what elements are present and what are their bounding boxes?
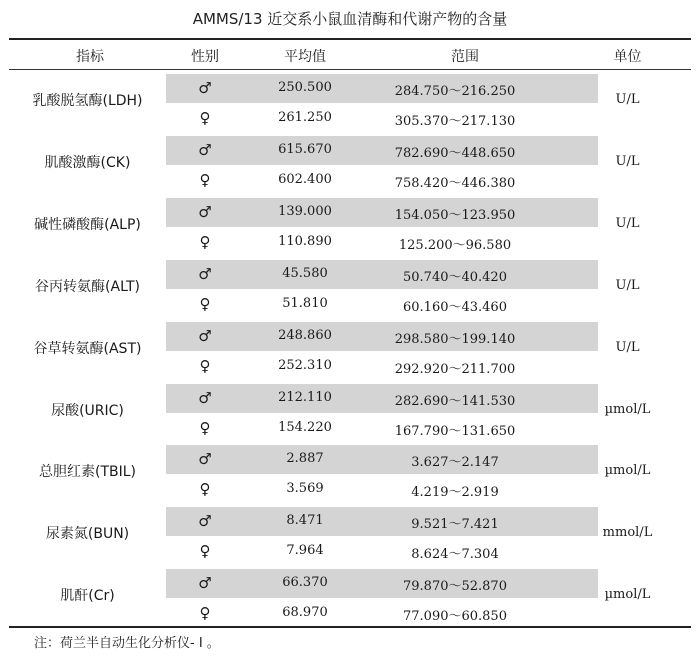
mean-value: 602.400: [278, 171, 332, 187]
bottom-rule: [9, 626, 691, 628]
sex-male-icon: ♂: [198, 79, 212, 97]
table-title: AMMS/13 近交系小鼠血清酶和代谢产物的含量: [192, 10, 508, 28]
unit-value: U/L: [615, 339, 640, 355]
mean-value: 110.890: [278, 233, 332, 249]
mean-value: 261.250: [278, 110, 332, 125]
range-value: 284.750～216.250: [394, 84, 516, 99]
unit-value: U/L: [615, 215, 640, 231]
mean-value: 615.670: [278, 141, 332, 157]
range-value: 782.690～448.650: [394, 145, 516, 161]
unit-value: mmol/L: [602, 525, 653, 541]
mean-value: 68.970: [282, 605, 328, 621]
range-value: 8.624～7.304: [411, 547, 499, 563]
range-value: 77.090～60.850: [403, 609, 507, 625]
mean-value: 3.569: [286, 481, 324, 497]
indicator-name: 乳酸脱氢酶(LDH): [32, 93, 143, 109]
unit-value: µmol/L: [604, 587, 651, 603]
range-value: 305.370～217.130: [394, 114, 516, 129]
sex-male-icon: ♂: [198, 264, 212, 283]
range-value: 298.580～199.140: [394, 331, 516, 347]
sex-male-icon: ♂: [198, 202, 212, 221]
unit-value: µmol/L: [604, 401, 651, 417]
indicator-name: 尿素氮(BUN): [45, 526, 130, 543]
mean-value: 139.000: [278, 203, 332, 219]
mean-value: 212.110: [278, 389, 332, 405]
indicator-name: 肌酸激酶(CK): [44, 154, 131, 171]
range-value: 125.200～96.580: [398, 237, 512, 253]
sex-female-icon: ♀: [199, 604, 211, 623]
range-value: 282.690～141.530: [394, 393, 516, 409]
sex-female-icon: ♀: [199, 542, 211, 561]
indicator-name: 肌酐(Cr): [60, 588, 115, 605]
sex-female-icon: ♀: [199, 480, 211, 499]
sex-male-icon: ♂: [198, 450, 212, 469]
sex-male-icon: ♂: [198, 326, 212, 345]
range-value: 292.920～211.700: [394, 361, 516, 377]
header-mean: 平均值: [284, 49, 326, 65]
mean-value: 51.810: [282, 295, 328, 311]
indicator-name: 谷草转氨酶(AST): [33, 340, 142, 357]
unit-value: U/L: [615, 153, 640, 169]
sex-male-icon: ♂: [198, 512, 212, 531]
mean-value: 252.310: [278, 357, 332, 373]
range-value: 4.219～2.919: [411, 485, 499, 501]
header-rule: [9, 69, 691, 70]
sex-male-icon: ♂: [198, 574, 212, 593]
header-sex: 性别: [191, 49, 219, 65]
sex-female-icon: ♀: [199, 294, 211, 313]
sex-male-icon: ♂: [198, 388, 212, 407]
range-value: 154.050～123.950: [394, 207, 516, 223]
indicator-name: 碱性磷酸酶(ALP): [34, 216, 141, 233]
header-range: 范围: [451, 49, 479, 65]
range-value: 3.627～2.147: [411, 455, 499, 471]
range-value: 167.790～131.650: [394, 423, 516, 439]
mean-value: 7.964: [286, 543, 324, 559]
unit-value: µmol/L: [604, 463, 651, 479]
sex-female-icon: ♀: [199, 170, 211, 189]
sex-female-icon: ♀: [199, 109, 211, 127]
range-value: 79.870～52.870: [403, 579, 507, 595]
range-value: 50.740～40.420: [403, 269, 507, 285]
range-value: 758.420～446.380: [394, 175, 516, 191]
sex-female-icon: ♀: [199, 418, 211, 437]
range-value: 9.521～7.421: [411, 517, 499, 533]
mean-value: 2.887: [286, 451, 324, 467]
mean-value: 66.370: [282, 575, 328, 591]
mean-value: 250.500: [278, 80, 332, 95]
mean-value: 8.471: [286, 513, 324, 529]
indicator-name: 尿酸(URIC): [51, 402, 124, 419]
header-unit: 单位: [613, 49, 642, 65]
unit-value: U/L: [615, 277, 640, 293]
sex-female-icon: ♀: [199, 356, 211, 375]
sex-male-icon: ♂: [198, 140, 212, 159]
mean-value: 248.860: [278, 327, 332, 343]
mean-value: 45.580: [282, 265, 328, 281]
mean-value: 154.220: [278, 419, 332, 435]
range-value: 60.160～43.460: [403, 299, 507, 315]
sex-female-icon: ♀: [199, 232, 211, 251]
unit-value: U/L: [615, 92, 640, 107]
indicator-name: 谷丙转氨酶(ALT): [35, 278, 140, 295]
top-rule: [9, 38, 691, 40]
indicator-name: 总胆红素(TBIL): [38, 464, 136, 481]
table-note: 注：荷兰半自动生化分析仪- I 。: [34, 636, 220, 651]
header-indicator: 指标: [76, 49, 104, 65]
